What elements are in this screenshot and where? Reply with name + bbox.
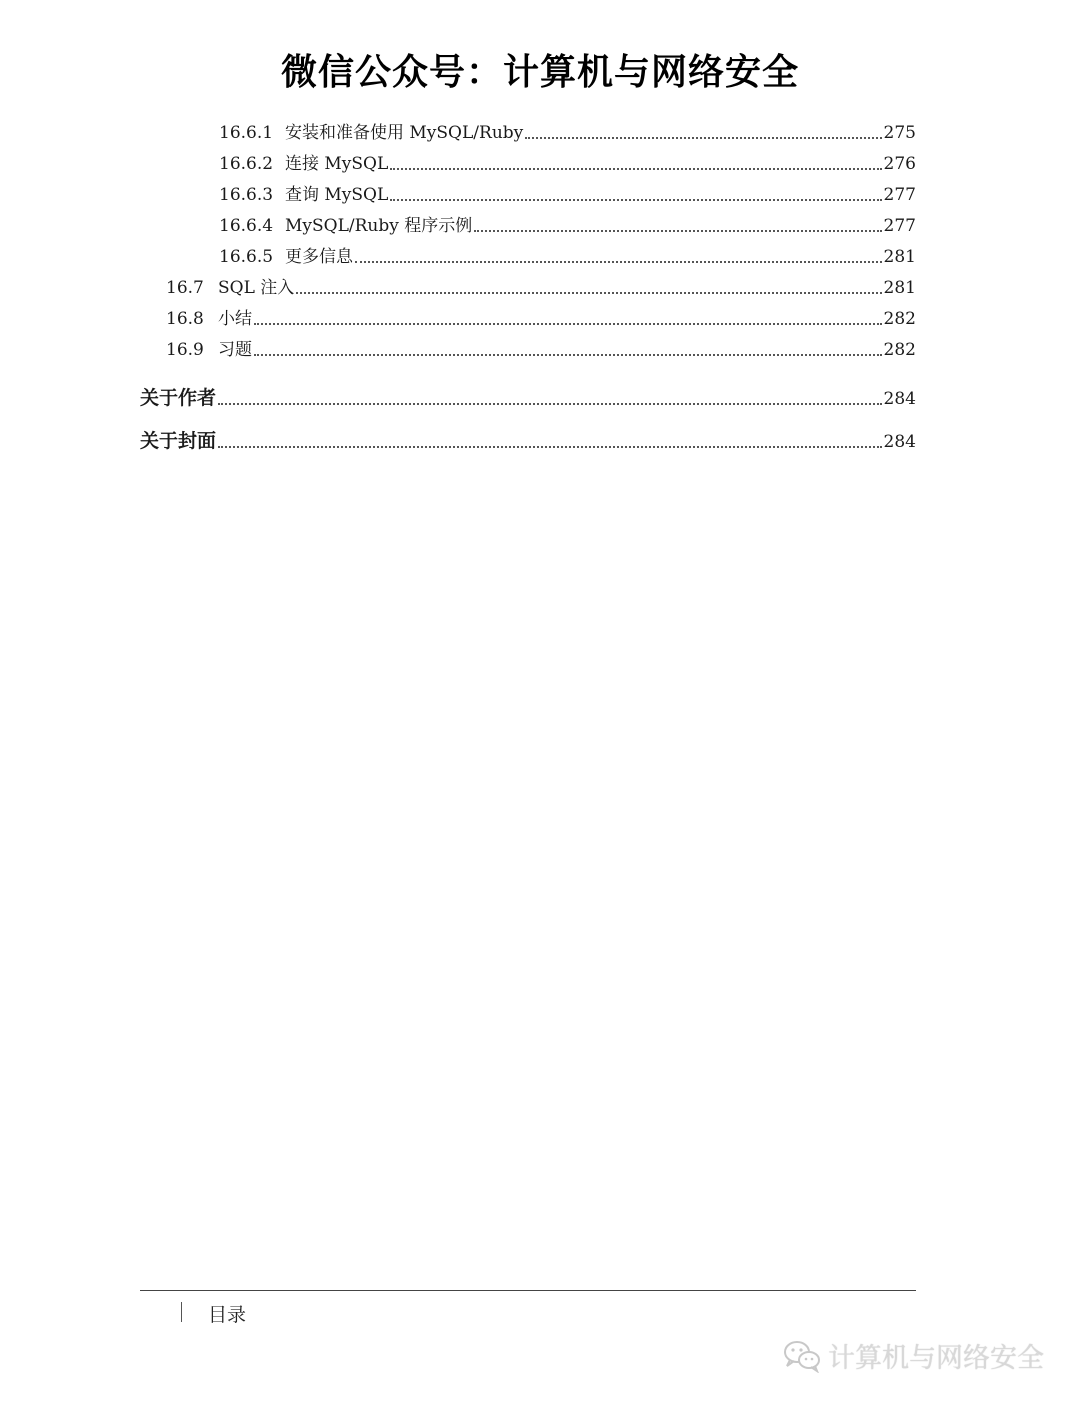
toc-entry-number: 16.6.1 [219,123,274,143]
toc-entry-title: SQL 注入 [218,278,295,298]
toc-entry[interactable] [166,308,916,330]
toc-dot-leader [525,137,881,139]
page-header-title: 微信公众号：计算机与网络安全 [280,52,799,93]
toc-dot-leader [254,323,882,325]
toc-entry-title: 查询 MySQL [285,185,389,205]
toc-entry-page: 275 [883,123,916,143]
toc-entry-number: 16.8 [166,309,204,329]
toc-entry-title: 更多信息 [285,247,353,267]
toc-entry-about-cover[interactable] [140,430,916,453]
toc-dot-leader [474,230,881,232]
toc-entry-title: MySQL/Ruby 程序示例 [285,216,473,236]
footer-bar-mark [181,1302,182,1322]
toc-entry-title: 习题 [218,340,252,360]
toc-entry[interactable] [166,277,916,299]
toc-entry-number: 16.6.4 [219,216,274,236]
footer-divider [140,1290,916,1291]
wechat-icon [782,1339,822,1373]
toc-entry-page: 281 [883,278,916,298]
toc-entry-page: 284 [883,432,916,452]
toc-entry-page: 284 [883,389,916,409]
toc-entry-page: 277 [883,216,916,236]
toc-entry-title: 连接 MySQL [285,154,389,174]
toc-entry-title: 安装和准备使用 MySQL/Ruby [285,123,524,143]
toc-entry-title: 小结 [218,309,252,329]
toc-entry[interactable] [166,339,916,361]
toc-entry-number: 16.9 [166,340,204,360]
toc-dot-leader [296,292,881,294]
toc-dot-leader [355,261,882,263]
toc-dot-leader [218,403,882,405]
footer-section-label: 目录 [208,1304,247,1326]
toc-entry-about-author[interactable] [140,387,916,410]
toc-entry[interactable] [219,153,916,175]
toc-entry-page: 282 [883,309,916,329]
toc-entry-title: 关于封面 [140,430,217,452]
toc-entry-number: 16.6.3 [219,185,274,205]
watermark [782,1336,1044,1375]
toc-dot-leader [254,354,882,356]
toc-entry-page: 281 [883,247,916,267]
toc-entry[interactable] [219,215,916,237]
toc-dot-leader [390,168,881,170]
toc-dot-leader [390,199,881,201]
toc-entry-page: 282 [883,340,916,360]
toc-entry-page: 276 [883,154,916,174]
toc-entry[interactable] [219,246,916,268]
toc-entry-number: 16.7 [166,278,204,298]
watermark-text: 计算机与网络安全 [828,1343,1044,1374]
toc-entry-page: 277 [883,185,916,205]
toc-entry-number: 16.6.2 [219,154,274,174]
toc-entry[interactable] [219,122,916,144]
toc-entry-number: 16.6.5 [219,247,274,267]
toc-entry-title: 关于作者 [140,387,217,409]
toc-entry[interactable] [219,184,916,206]
toc-dot-leader [218,446,882,448]
